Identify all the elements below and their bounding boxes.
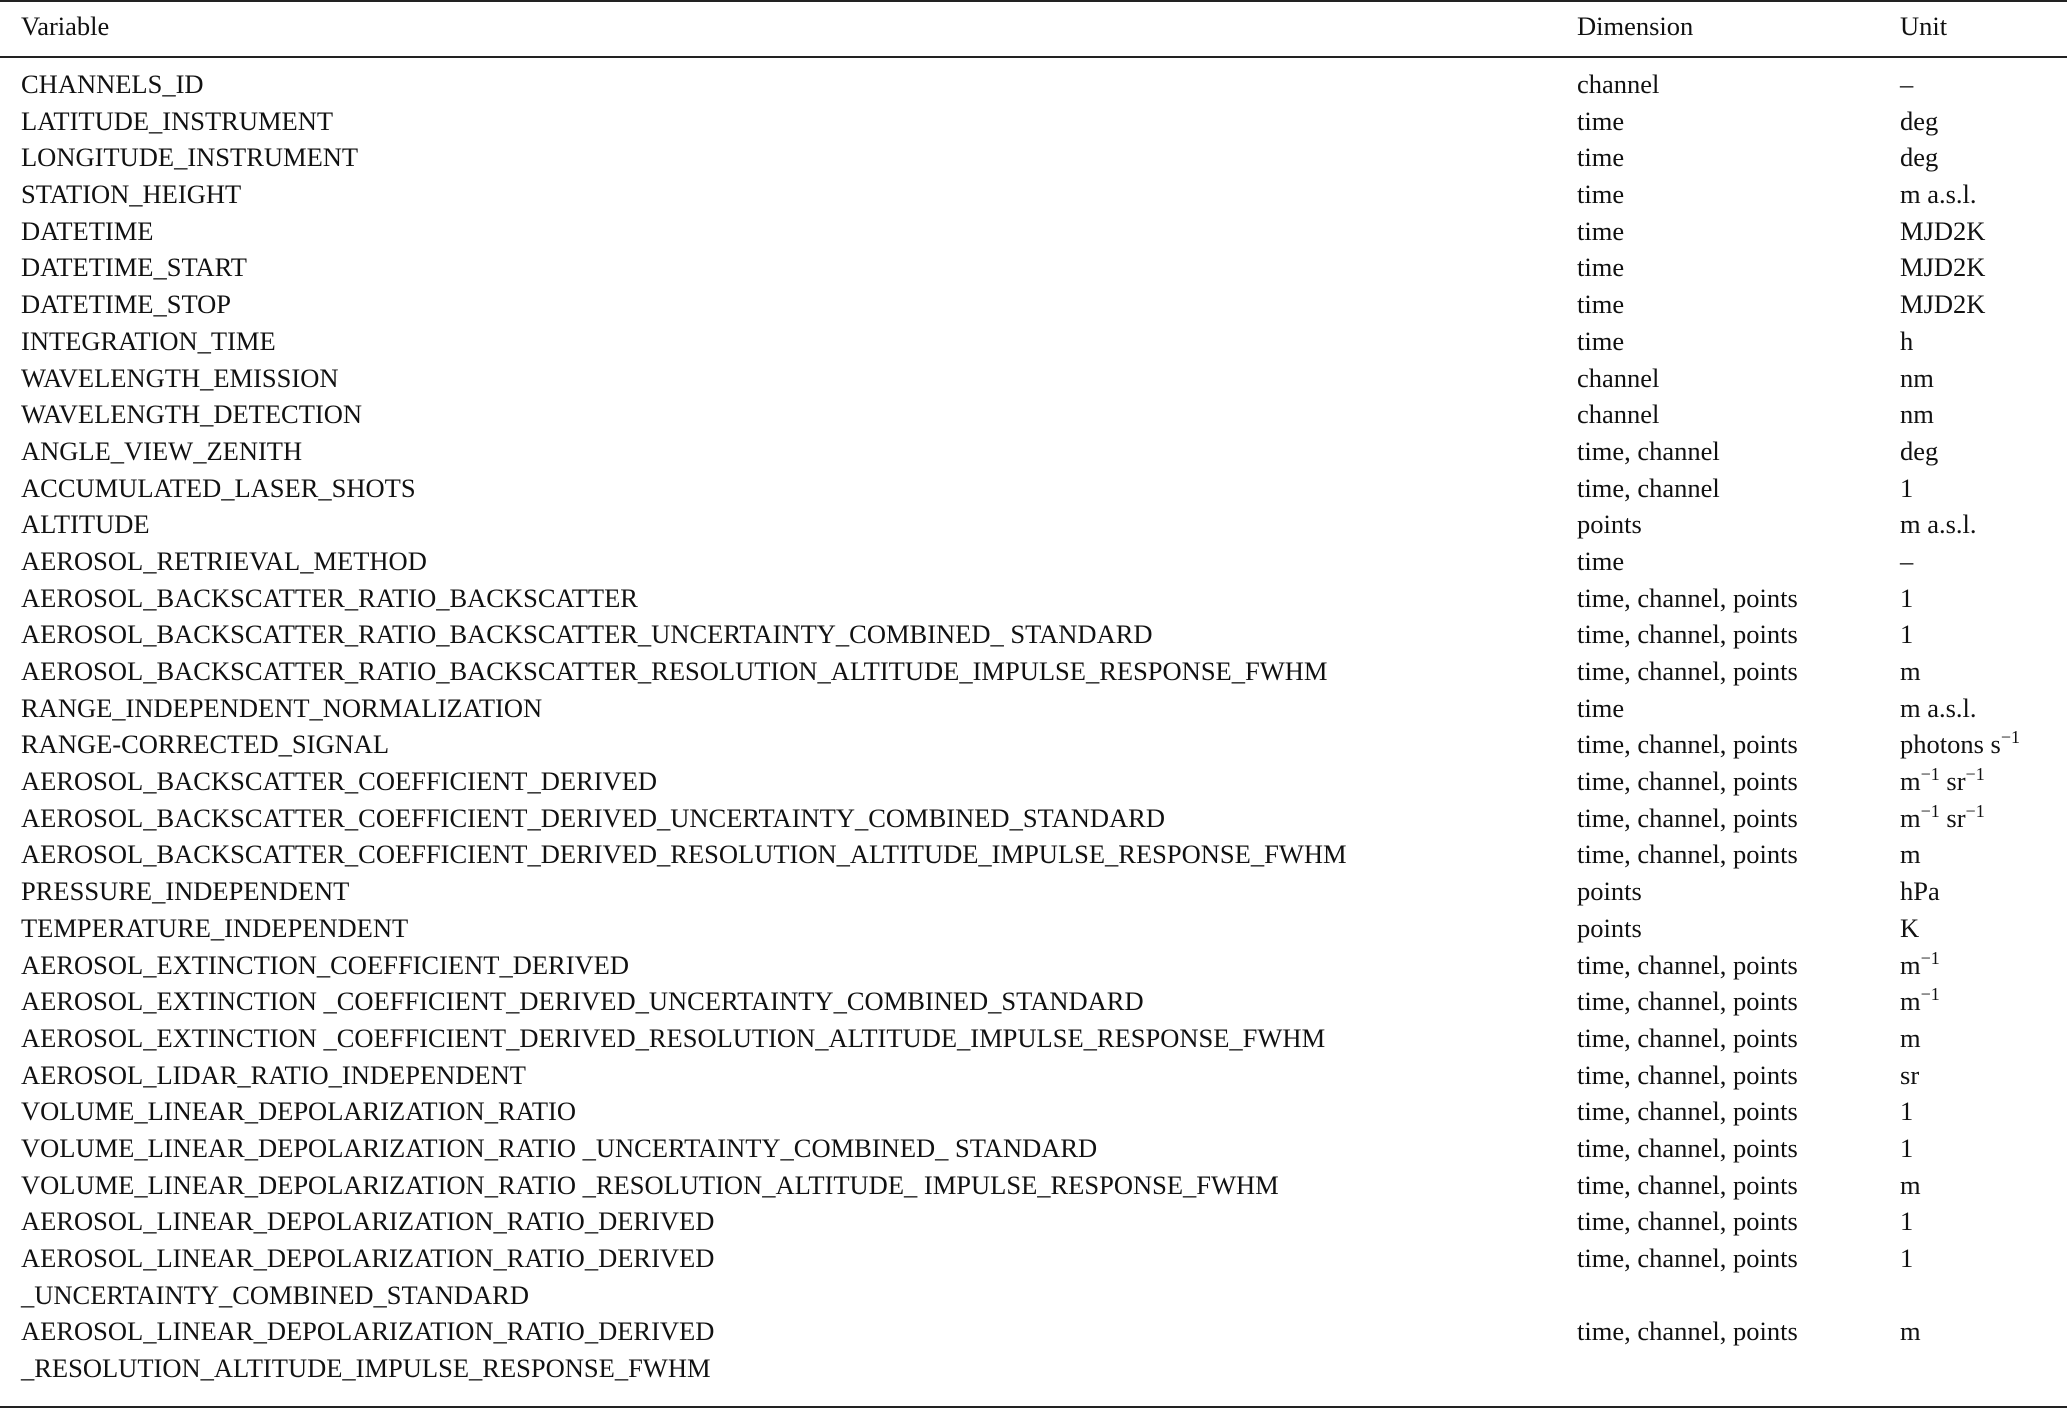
table-row: [0, 873, 2067, 910]
cell-dimension: time, channel, points: [1577, 1132, 1798, 1163]
variable-line: AEROSOL_BACKSCATTER_COEFFICIENT_DERIVED_RESOLUTION_ALTITUDE_IMPULSE_RESPONSE_FWHM: [21, 839, 1347, 870]
cell-dimension: time: [1577, 105, 1625, 136]
table-row: [0, 1313, 2067, 1386]
unit-base: 1: [1900, 1243, 1914, 1273]
cell-unit: [1900, 947, 1940, 984]
unit-base: m: [1900, 986, 1921, 1017]
cell-unit: [1900, 1020, 1921, 1057]
cell-unit: [1900, 1313, 1921, 1350]
cell-unit: [1900, 1057, 1919, 1094]
variable-line: DATETIME_STOP: [21, 289, 232, 320]
cell-variable: [21, 690, 542, 727]
cell-variable: [21, 286, 231, 323]
cell-unit: [1900, 983, 1940, 1020]
table-row: [0, 1020, 2067, 1057]
cell-unit: [1900, 396, 1934, 433]
cell-unit: [1900, 360, 1934, 397]
cell-variable: [21, 176, 241, 213]
table-header-rule: [0, 56, 2067, 58]
cell-unit: [1900, 470, 1913, 507]
cell-variable: [21, 396, 362, 433]
cell-variable: [21, 1203, 714, 1240]
table-row: [0, 1167, 2067, 1204]
cell-unit: [1900, 1167, 1921, 1204]
variable-line: TEMPERATURE_INDEPENDENT: [21, 912, 409, 943]
cell-variable: [21, 983, 1144, 1020]
table-row: [0, 947, 2067, 984]
unit-base: nm: [1900, 399, 1934, 430]
table-row: [0, 983, 2067, 1020]
unit-base: m a.s.l.: [1900, 509, 1977, 540]
variable-line: AEROSOL_EXTINCTION _COEFFICIENT_DERIVED_UNCERTAINTY_COMBINED_STANDARD: [21, 986, 1144, 1017]
cell-unit: [1900, 800, 1985, 837]
header-variable: Variable: [21, 11, 110, 41]
table-row: [0, 213, 2067, 250]
unit-base: deg: [1900, 105, 1939, 136]
cell-variable: [21, 360, 339, 397]
cell-dimension: time, channel, points: [1577, 1169, 1798, 1200]
cell-variable: [21, 103, 333, 140]
cell-dimension: time, channel, points: [1577, 1096, 1798, 1127]
cell-variable: [21, 470, 416, 507]
cell-dimension: channel: [1577, 399, 1660, 430]
header-unit: Unit: [1900, 11, 1948, 41]
unit-second-exponent: −1: [1965, 764, 1985, 785]
cell-dimension: time: [1577, 252, 1625, 283]
variable-line: STATION_HEIGHT: [21, 179, 242, 210]
table-row: [0, 396, 2067, 433]
unit-base: hPa: [1900, 876, 1940, 907]
variable-line: AEROSOL_EXTINCTION _COEFFICIENT_DERIVED_RESOLUTION_ALTITUDE_IMPULSE_RESPONSE_FWHM: [21, 1022, 1326, 1053]
table-row: [0, 1093, 2067, 1130]
variable-line: AEROSOL_LINEAR_DEPOLARIZATION_RATIO_DERIVED: [21, 1316, 715, 1347]
unit-base: nm: [1900, 362, 1934, 393]
cell-dimension: time, channel, points: [1577, 802, 1798, 833]
table-body: [0, 66, 2067, 1387]
table-row: [0, 176, 2067, 213]
unit-base: 1: [1900, 472, 1914, 503]
cell-variable: [21, 1240, 714, 1313]
cell-dimension: time: [1577, 289, 1625, 320]
variable-line: RANGE-CORRECTED_SIGNAL: [21, 729, 390, 760]
cell-unit: [1900, 910, 1919, 947]
cell-dimension: time, channel, points: [1577, 1022, 1798, 1053]
cell-unit: [1900, 836, 1921, 873]
cell-unit: [1900, 543, 1913, 580]
cell-variable: [21, 1313, 714, 1386]
table-row: [0, 616, 2067, 653]
cell-dimension: time, channel, points: [1577, 1316, 1798, 1347]
variable-line: _RESOLUTION_ALTITUDE_IMPULSE_RESPONSE_FWHM: [21, 1353, 711, 1384]
cell-unit: [1900, 66, 1913, 103]
cell-dimension: time: [1577, 692, 1625, 723]
table-row: [0, 139, 2067, 176]
table-row: [0, 66, 2067, 103]
unit-base: photons s: [1900, 729, 2001, 760]
variable-line: WAVELENGTH_DETECTION: [21, 399, 363, 430]
variable-line: DATETIME_START: [21, 252, 247, 283]
unit-base: 1: [1900, 582, 1914, 613]
header-dimension: Dimension: [1577, 11, 1694, 41]
variable-line: PRESSURE_INDEPENDENT: [21, 876, 350, 907]
unit-base: m a.s.l.: [1900, 179, 1977, 210]
cell-variable: [21, 580, 638, 617]
variable-line: AEROSOL_BACKSCATTER_RATIO_BACKSCATTER: [21, 582, 638, 613]
unit-base: m: [1900, 802, 1921, 833]
cell-variable: [21, 1057, 526, 1094]
unit-base: m: [1900, 1169, 1921, 1200]
unit-base: sr: [1900, 1059, 1920, 1090]
cell-unit: [1900, 433, 1938, 470]
cell-dimension: time, channel, points: [1577, 582, 1798, 613]
cell-unit: [1900, 653, 1921, 690]
variable-line: AEROSOL_BACKSCATTER_RATIO_BACKSCATTER_RESOLUTION_ALTITUDE_IMPULSE_RESPONSE_FWHM: [21, 656, 1328, 686]
cell-dimension: channel: [1577, 362, 1660, 393]
table-row: [0, 249, 2067, 286]
variable-line: VOLUME_LINEAR_DEPOLARIZATION_RATIO _UNCERTAINTY_COMBINED_ STANDARD: [21, 1132, 1098, 1163]
variable-line: AEROSOL_RETRIEVAL_METHOD: [21, 545, 427, 576]
cell-variable: [21, 66, 204, 103]
cell-dimension: time: [1577, 142, 1625, 173]
cell-dimension: time, channel, points: [1577, 1059, 1798, 1090]
cell-unit: [1900, 763, 1985, 800]
unit-exponent: −1: [1920, 764, 1940, 785]
cell-dimension: points: [1577, 509, 1642, 540]
variable-line: AEROSOL_EXTINCTION_COEFFICIENT_DERIVED: [21, 949, 629, 980]
cell-dimension: time, channel, points: [1577, 986, 1798, 1017]
unit-base: 1: [1900, 1132, 1914, 1163]
table-row: [0, 286, 2067, 323]
cell-variable: [21, 653, 1327, 690]
table-row: [0, 433, 2067, 470]
cell-unit: [1900, 690, 1977, 727]
unit-base: deg: [1900, 435, 1939, 466]
cell-dimension: time, channel: [1577, 435, 1720, 466]
unit-base: MJD2K: [1900, 289, 1986, 320]
cell-variable: [21, 873, 349, 910]
cell-unit: [1900, 1240, 1913, 1277]
variable-line: AEROSOL_LIDAR_RATIO_INDEPENDENT: [21, 1059, 526, 1090]
variable-line: AEROSOL_BACKSCATTER_COEFFICIENT_DERIVED: [21, 766, 658, 797]
cell-unit: [1900, 286, 1985, 323]
table-row: [0, 1057, 2067, 1094]
variable-line: VOLUME_LINEAR_DEPOLARIZATION_RATIO _RESOLUTION_ALTITUDE_ IMPULSE_RESPONSE_FWHM: [21, 1169, 1279, 1200]
unit-second-exponent: −1: [1965, 800, 1985, 821]
unit-exponent: −1: [1920, 800, 1940, 821]
cell-unit: [1900, 213, 1985, 250]
table-row: [0, 470, 2067, 507]
unit-base: 1: [1900, 1206, 1914, 1237]
table-header-row: [0, 0, 2067, 56]
unit-base: 1: [1900, 619, 1914, 650]
cell-unit: [1900, 249, 1985, 286]
cell-dimension: time, channel, points: [1577, 729, 1798, 760]
table-row: [0, 506, 2067, 543]
cell-variable: [21, 800, 1165, 837]
cell-dimension: points: [1577, 912, 1642, 943]
unit-second-base: sr: [1939, 766, 1966, 797]
unit-exponent: −1: [1920, 947, 1940, 968]
cell-variable: [21, 323, 276, 360]
cell-variable: [21, 726, 389, 763]
variable-line: _UNCERTAINTY_COMBINED_STANDARD: [21, 1279, 529, 1310]
variable-line: AEROSOL_BACKSCATTER_RATIO_BACKSCATTER_UNCERTAINTY_COMBINED_ STANDARD: [21, 619, 1153, 650]
cell-dimension: time, channel, points: [1577, 949, 1798, 980]
table-row: [0, 910, 2067, 947]
variable-line: RANGE_INDEPENDENT_NORMALIZATION: [21, 692, 543, 723]
cell-variable: [21, 763, 657, 800]
table-row: [0, 763, 2067, 800]
unit-base: m: [1900, 1316, 1921, 1347]
variable-line: ACCUMULATED_LASER_SHOTS: [21, 472, 416, 503]
unit-base: MJD2K: [1900, 215, 1986, 246]
cell-dimension: time: [1577, 545, 1625, 576]
cell-unit: [1900, 580, 1913, 617]
unit-base: MJD2K: [1900, 252, 1986, 283]
variable-line: WAVELENGTH_EMISSION: [21, 362, 339, 393]
cell-dimension: time, channel, points: [1577, 1206, 1798, 1237]
cell-unit: [1900, 1093, 1913, 1130]
cell-dimension: time, channel, points: [1577, 1243, 1798, 1273]
unit-base: m: [1900, 766, 1921, 797]
cell-unit: [1900, 139, 1938, 176]
cell-unit: [1900, 1130, 1913, 1167]
unit-second-base: sr: [1939, 802, 1966, 833]
cell-unit: [1900, 506, 1977, 543]
unit-base: m: [1900, 949, 1921, 980]
cell-unit: [1900, 103, 1938, 140]
cell-variable: [21, 543, 427, 580]
variable-line: CHANNELS_ID: [21, 69, 204, 99]
cell-unit: [1900, 323, 1913, 360]
cell-unit: [1900, 726, 2020, 763]
table-row: [0, 800, 2067, 837]
variable-line: LONGITUDE_INSTRUMENT: [21, 142, 359, 173]
table-row: [0, 360, 2067, 397]
cell-dimension: channel: [1577, 69, 1660, 99]
cell-dimension: points: [1577, 876, 1642, 907]
unit-base: –: [1900, 69, 1914, 99]
table-row: [0, 836, 2067, 873]
unit-base: 1: [1900, 1096, 1914, 1127]
cell-unit: [1900, 176, 1977, 213]
cell-variable: [21, 213, 153, 250]
variable-line: AEROSOL_LINEAR_DEPOLARIZATION_RATIO_DERIVED: [21, 1243, 715, 1273]
unit-base: deg: [1900, 142, 1939, 173]
cell-variable: [21, 1167, 1279, 1204]
cell-unit: [1900, 616, 1913, 653]
cell-variable: [21, 947, 629, 984]
cell-unit: [1900, 873, 1940, 910]
cell-variable: [21, 433, 302, 470]
table-row: [0, 323, 2067, 360]
table-row: [0, 726, 2067, 763]
cell-dimension: time: [1577, 215, 1625, 246]
cell-unit: [1900, 1203, 1913, 1240]
variable-line: LATITUDE_INSTRUMENT: [21, 105, 334, 136]
cell-variable: [21, 249, 247, 286]
cell-dimension: time, channel, points: [1577, 619, 1798, 650]
variable-line: DATETIME: [21, 215, 154, 246]
cell-dimension: time, channel: [1577, 472, 1720, 503]
variable-line: INTEGRATION_TIME: [21, 325, 276, 356]
unit-exponent: −1: [2000, 727, 2021, 748]
table-row: [0, 1130, 2067, 1167]
cell-variable: [21, 139, 358, 176]
unit-base: m: [1900, 1022, 1921, 1053]
cell-variable: [21, 836, 1347, 873]
table-row: [0, 653, 2067, 690]
table-row: [0, 103, 2067, 140]
unit-base: m: [1900, 839, 1921, 870]
table-row: [0, 1240, 2067, 1313]
cell-variable: [21, 1130, 1097, 1167]
cell-variable: [21, 616, 1153, 653]
unit-base: m a.s.l.: [1900, 692, 1977, 723]
unit-base: K: [1900, 912, 1920, 943]
unit-base: m: [1900, 656, 1921, 686]
variable-line: VOLUME_LINEAR_DEPOLARIZATION_RATIO: [21, 1096, 576, 1127]
unit-exponent: −1: [1920, 984, 1940, 1005]
table-row: [0, 580, 2067, 617]
variable-line: ANGLE_VIEW_ZENITH: [21, 435, 303, 466]
cell-dimension: time: [1577, 325, 1625, 356]
cell-variable: [21, 506, 150, 543]
variable-line: ALTITUDE: [21, 509, 150, 540]
table-bottom-rule: [0, 1406, 2067, 1408]
cell-dimension: time, channel, points: [1577, 656, 1798, 686]
unit-base: –: [1900, 545, 1914, 576]
variable-line: AEROSOL_LINEAR_DEPOLARIZATION_RATIO_DERIVED: [21, 1206, 715, 1237]
cell-dimension: time: [1577, 179, 1625, 210]
cell-variable: [21, 1020, 1325, 1057]
table-row: [0, 690, 2067, 727]
variable-line: AEROSOL_BACKSCATTER_COEFFICIENT_DERIVED_UNCERTAINTY_COMBINED_STANDARD: [21, 802, 1165, 833]
unit-base: h: [1900, 325, 1914, 356]
cell-dimension: time, channel, points: [1577, 839, 1798, 870]
cell-variable: [21, 1093, 576, 1130]
cell-dimension: time, channel, points: [1577, 766, 1798, 797]
table-row: [0, 1203, 2067, 1240]
table-row: [0, 543, 2067, 580]
cell-variable: [21, 910, 408, 947]
